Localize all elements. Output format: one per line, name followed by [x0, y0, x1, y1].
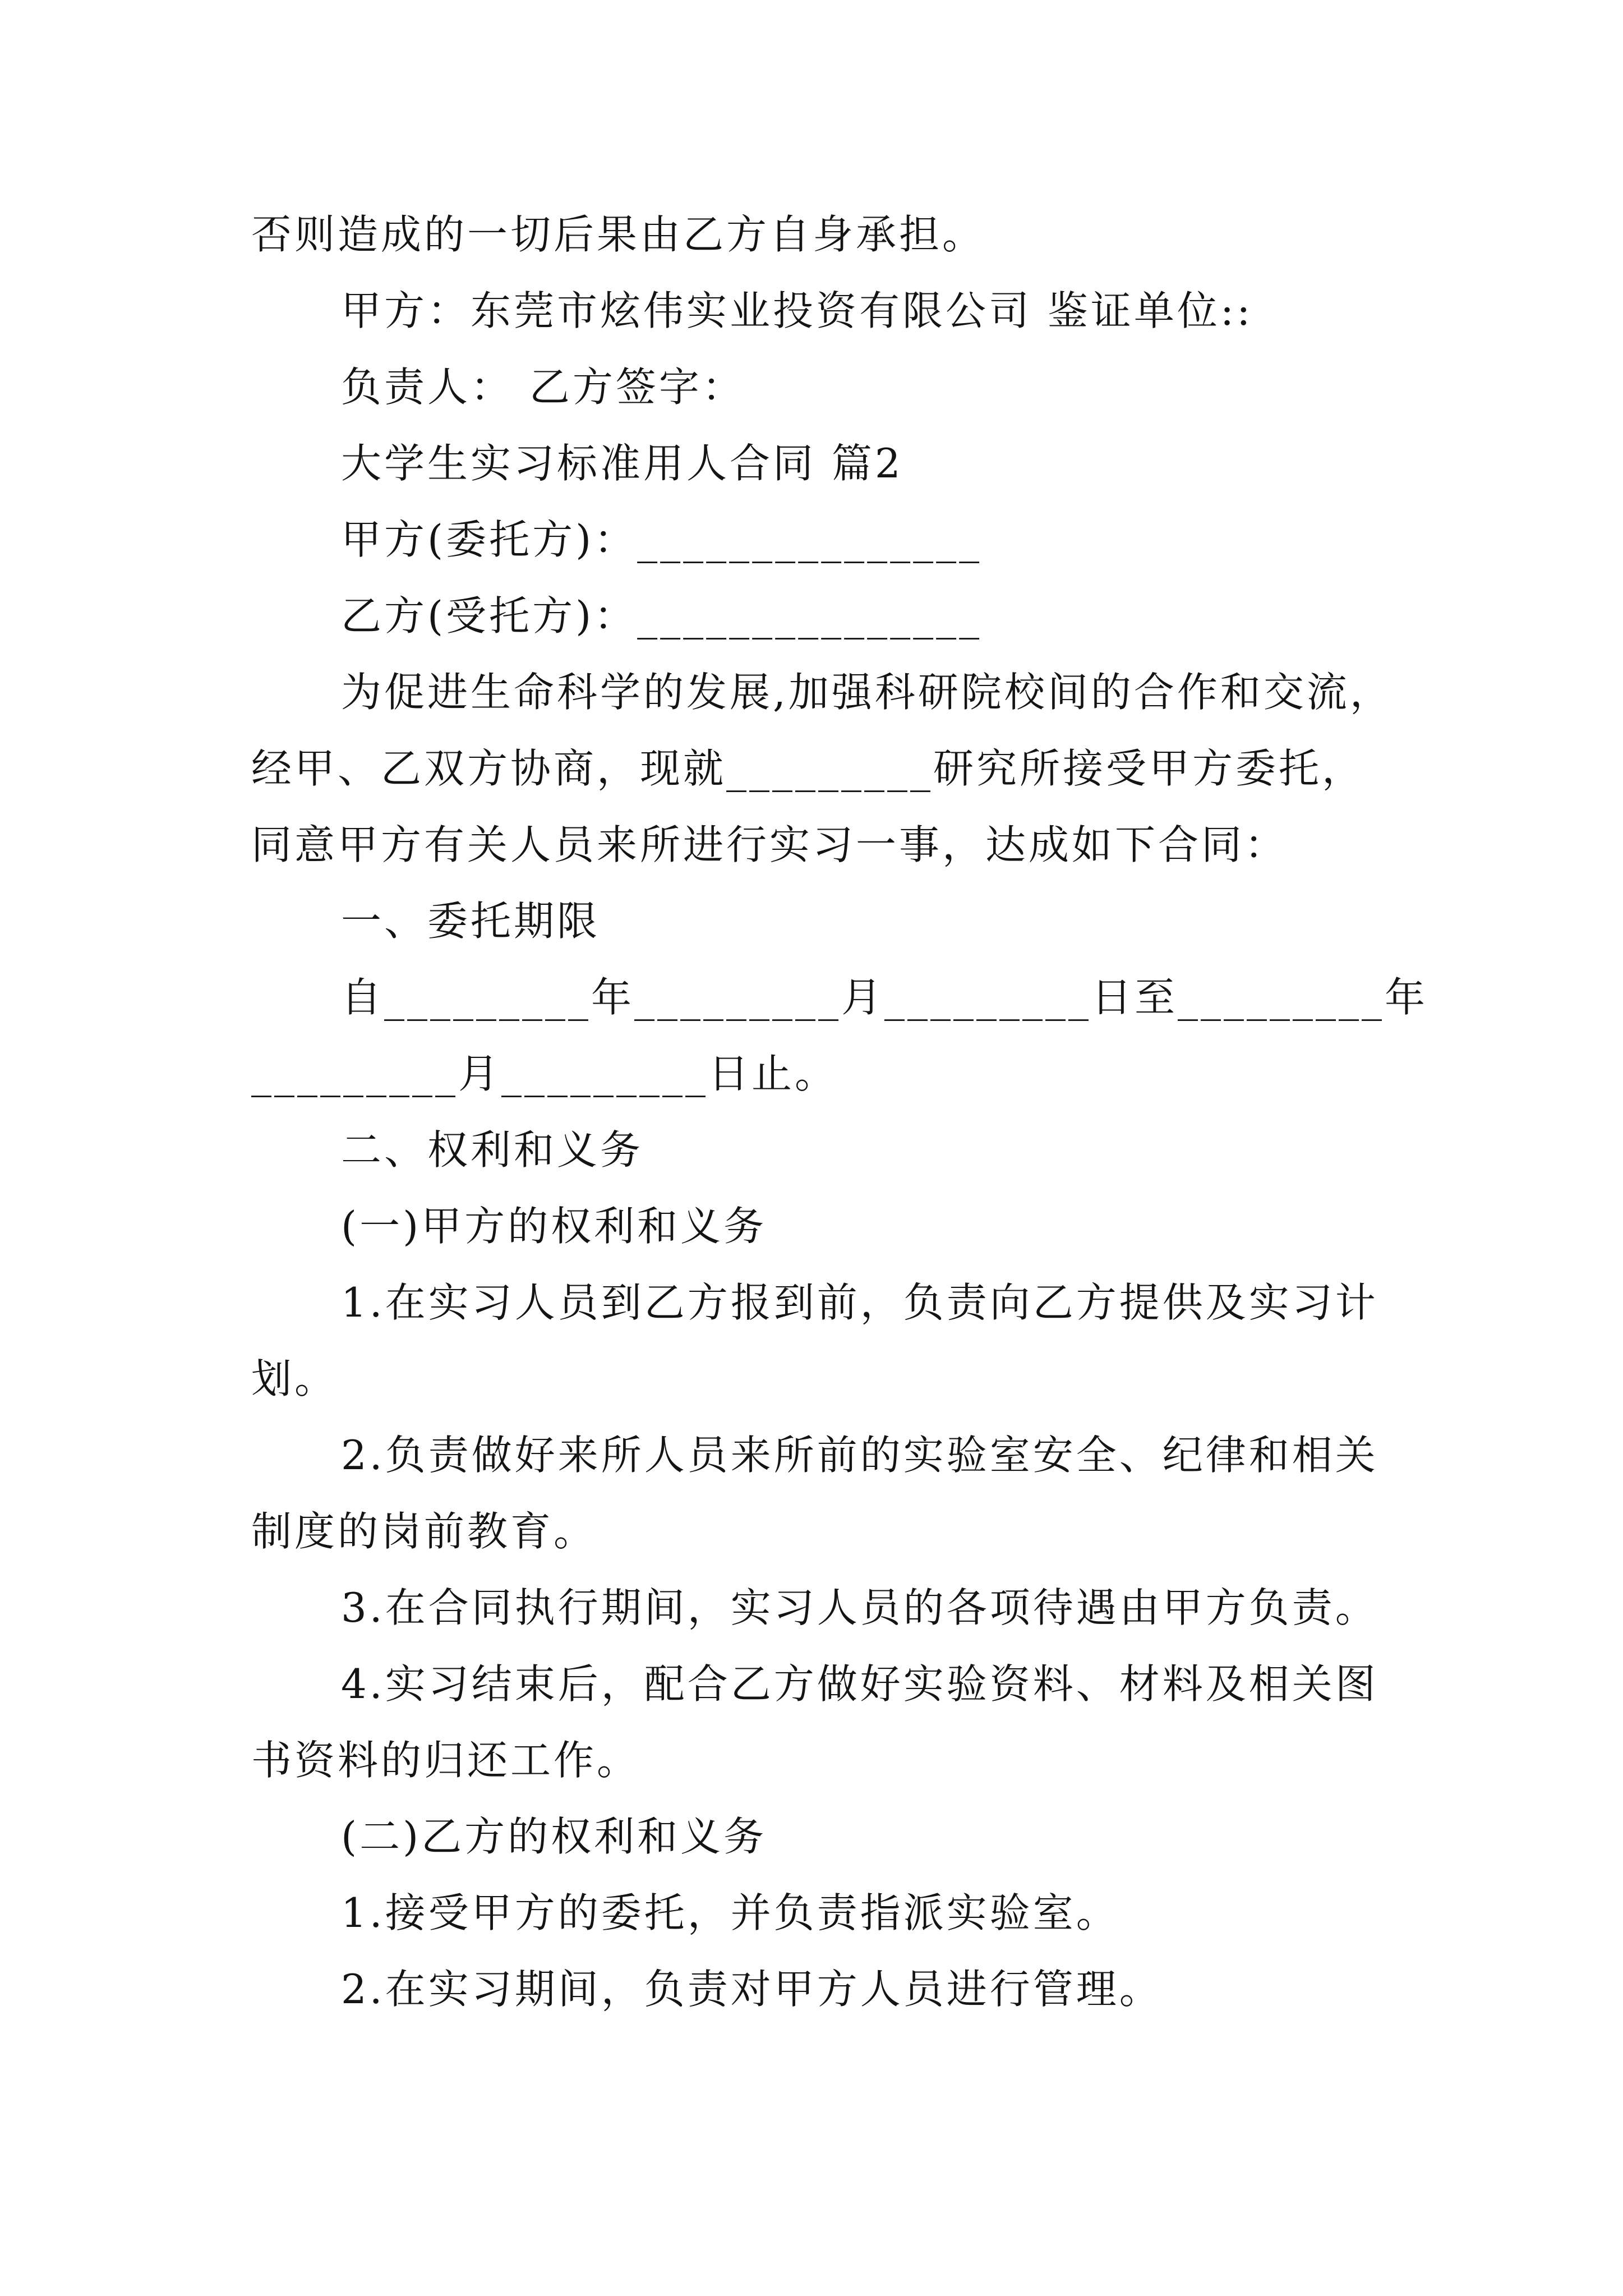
subclause-heading: (二)乙方的权利和义务 — [341, 1813, 767, 1860]
list-item: 书资料的归还工作。 — [251, 1737, 640, 1784]
signature-line: 负责人： 乙方签字： — [341, 364, 745, 411]
list-item: 2.负责做好来所人员来所前的实验室安全、纪律和相关 — [341, 1432, 1378, 1479]
date-range-line: 自_________年_________月_________日至_________年 — [341, 974, 1428, 1021]
list-item: 制度的岗前教育。 — [251, 1508, 597, 1555]
clause-heading: 一、委托期限 — [341, 898, 601, 945]
party-a-field: 甲方(委托方)：_______________ — [341, 516, 983, 563]
list-item: 4.实习结束后，配合乙方做好实验资料、材料及相关图 — [341, 1660, 1378, 1708]
list-item: 2.在实习期间，负责对甲方人员进行管理。 — [341, 1966, 1163, 2013]
date-range-line: _________月_________日止。 — [251, 1050, 838, 1097]
party-a-line: 甲方：东莞市炫伟实业投资有限公司 鉴证单位:: — [341, 287, 1253, 334]
subclause-heading: (一)甲方的权利和义务 — [341, 1203, 767, 1250]
list-item: 1.在实习人员到乙方报到前，负责向乙方提供及实习计 — [341, 1279, 1378, 1326]
list-item: 划。 — [251, 1355, 338, 1402]
list-item: 1.接受甲方的委托，并负责指派实验室。 — [341, 1889, 1119, 1936]
paragraph-line: 否则造成的一切后果由乙方自身承担。 — [251, 211, 986, 258]
section-heading: 大学生实习标准用人合同 篇2 — [341, 440, 903, 487]
list-item: 3.在合同执行期间，实习人员的各项待遇由甲方负责。 — [341, 1584, 1378, 1631]
paragraph-line: 同意甲方有关人员来所进行实习一事，达成如下合同： — [251, 821, 1288, 868]
paragraph-line: 经甲、乙双方协商，现就_________研究所接受甲方委托， — [251, 745, 1366, 792]
party-b-field: 乙方(受托方)：_______________ — [341, 592, 983, 639]
paragraph-line: 为促进生命科学的发展,加强科研院校间的合作和交流， — [341, 669, 1393, 716]
clause-heading: 二、权利和义务 — [341, 1126, 644, 1174]
